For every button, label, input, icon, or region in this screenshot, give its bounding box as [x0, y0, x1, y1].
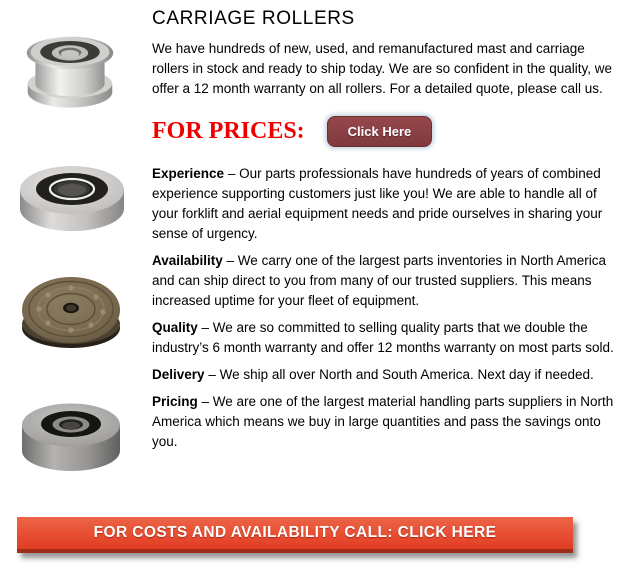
main-content: [152, 8, 614, 459]
section-experience-label: Experience: [152, 166, 225, 181]
section-experience: [152, 164, 614, 244]
section-availability: [152, 251, 614, 311]
page-title: CARRIAGE ROLLERS: [152, 8, 355, 29]
section-pricing-label: Pricing: [152, 394, 198, 409]
section-quality-text: – We are so committed to selling quality parts that we double the industry’s 6 month warranty and offer 12 months warranty on most parts sold.: [152, 320, 614, 355]
section-pricing-text: – We are one of the largest material handling parts suppliers in North America which means we buy in large quantities and pass the savings onto you.: [152, 394, 614, 449]
steel-cup-roller-image: [16, 385, 126, 474]
section-availability-text: – We carry one of the largest parts inventories in North America and can ship direct to you from many of our trusted suppliers. This means increased uptime for your fleet of equipment.: [152, 253, 606, 308]
section-quality: [152, 318, 614, 358]
flanged-carriage-roller-image: [22, 14, 118, 113]
section-delivery: [152, 365, 614, 385]
section-quality-label: Quality: [152, 320, 198, 335]
mast-roller-bearing-image: [14, 146, 130, 236]
section-delivery-label: Delivery: [152, 367, 205, 382]
costs-availability-banner-text: FOR COSTS AND AVAILABILITY CALL: CLICK HERE: [93, 524, 497, 541]
bronze-idler-sheave-image: [19, 264, 123, 354]
click-here-button[interactable]: Click Here: [327, 116, 433, 147]
for-prices-label: FOR PRICES:: [152, 117, 305, 144]
section-availability-label: Availability: [152, 253, 223, 268]
for-prices-row: [152, 114, 614, 148]
costs-availability-banner[interactable]: [17, 517, 573, 553]
section-delivery-text: – We ship all over North and South America. Next day if needed.: [208, 367, 594, 382]
section-experience-text: – Our parts professionals have hundreds of years of combined experience supporting customers just like you! We are able to handle all of your forklift and aerial equipment needs and pride ourselves in sharing your sense of urgency.: [152, 166, 603, 241]
section-pricing: [152, 392, 614, 452]
intro-paragraph: We have hundreds of new, used, and remanufactured mast and carriage rollers in stock and ready to ship today. We are so confident in the quality, we offer a 12 month warranty on all rollers. For a detailed quote, please call us.: [152, 41, 612, 96]
